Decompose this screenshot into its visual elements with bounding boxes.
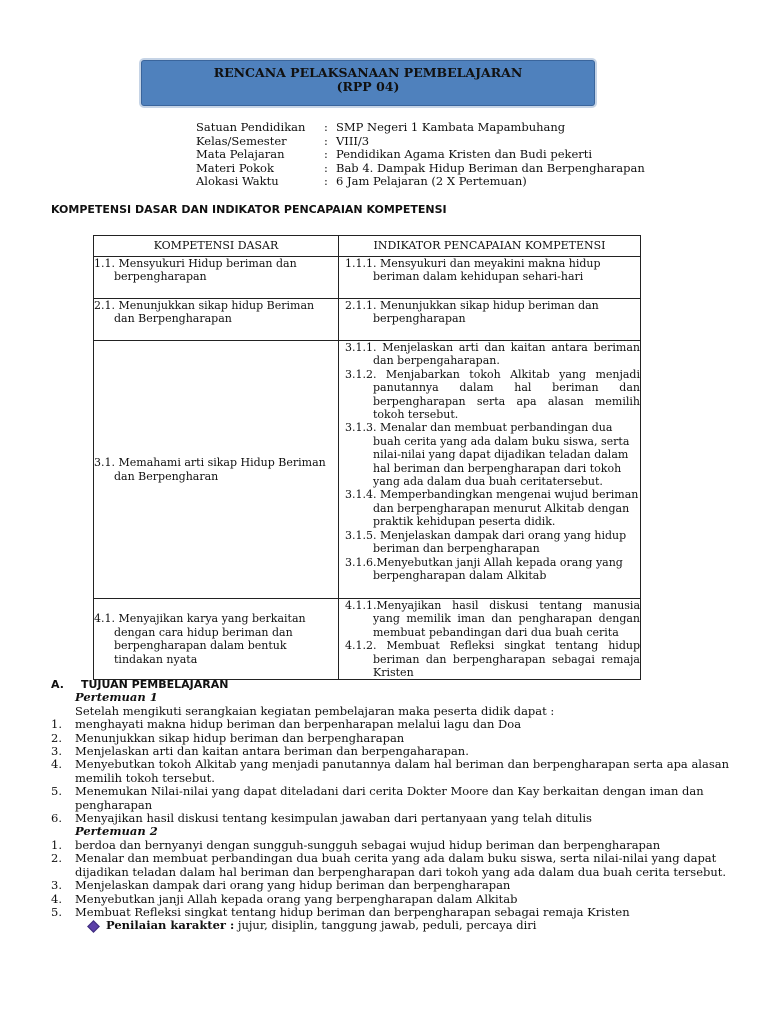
indikator-item: 1.1.1. Mensyukuri dan meyakini makna hidup beriman dalam kehidupan sehari-hari (345, 257, 601, 284)
list-item (51, 745, 741, 758)
identity-separator: : (324, 133, 328, 148)
penilaian-karakter (51, 919, 741, 932)
document-title-box (141, 60, 595, 106)
list-item (51, 879, 741, 892)
list-item (51, 758, 741, 785)
section-letter: A. (51, 678, 64, 691)
indikator-cell (339, 257, 641, 299)
indikator-item: 3.1.2. Menjabarkan tokoh Alkitab yang menjadi panutannya dalam hal beriman dan berpengharapan serta apa alasan memilih tokoh tersebut. (345, 367, 640, 422)
list-number: 6. (51, 811, 62, 826)
kd-text: 3.1. Memahami arti sikap Hidup Beriman dan Berpengharan (94, 456, 326, 483)
identity-label: Mata Pelajaran (196, 147, 285, 162)
kd-cell (94, 599, 339, 680)
identity-row (196, 121, 645, 135)
list-text: Menjelaskan arti dan kaitan antara beriman dan berpengaharapan. (75, 744, 469, 759)
identity-value: Pendidikan Agama Kristen dan Budi pekerti (336, 147, 593, 162)
identity-row (196, 148, 645, 162)
list-number: 3. (51, 744, 62, 759)
document-title: RENCANA PELAKSANAAN PEMBELAJARAN (213, 65, 523, 80)
list-text: Menemukan Nilai-nilai yang dapat diteladani dari cerita Dokter Moore dan Kay berkaitan dengan iman dan pengharapan (75, 784, 704, 812)
pertemuan-1-label: Pertemuan 1 (75, 690, 158, 705)
list-item (51, 785, 741, 812)
kd-cell (94, 299, 339, 341)
pertemuan-2-list (51, 839, 741, 919)
indikator-item: 3.1.6.Menyebutkan janji Allah kepada orang yang berpengharapan dalam Alkitab (345, 555, 623, 582)
identity-separator: : (324, 147, 328, 162)
penilaian-label: Penilaian karakter : (106, 918, 235, 933)
identity-value: Bab 4. Dampak Hidup Beriman dan Berpengharapan (336, 160, 645, 175)
table-row (94, 599, 641, 680)
tujuan-heading (51, 678, 741, 691)
table-row (94, 299, 641, 341)
kd-text: 4.1. Menyajikan karya yang berkaitan dengan cara hidup beriman dan berpengharapan dalam bentuk tindakan nyata (94, 612, 306, 666)
penilaian-value: jujur, disiplin, tanggung jawab, peduli, percaya diri (234, 918, 537, 933)
indikator-item: 4.1.1.Menyajikan hasil diskusi tentang manusia yang memilik iman dan pengharapan dengan membuat pebandingan dari dua buah cerita (345, 599, 640, 639)
indikator-item: 2.1.1. Menunjukkan sikap hidup beriman dan berpengharapan (345, 299, 599, 326)
table-row (94, 341, 641, 599)
table-row (94, 257, 641, 299)
identity-row (196, 135, 645, 149)
indikator-item: 3.1.4. Memperbandingkan mengenai wujud beriman dan berpengharapan menurut Alkitab dengan praktik kehidupan peserta didik. (345, 488, 639, 529)
list-text: Menunjukkan sikap hidup beriman dan berpengharapan (75, 730, 405, 745)
list-text: berdoa dan bernyanyi dengan sungguh-sungguh sebagai wujud hidup beriman dan berpengharapan (75, 837, 661, 852)
list-item (51, 893, 741, 906)
list-item (51, 839, 741, 852)
identity-row (196, 162, 645, 176)
indikator-item: 3.1.5. Menjelaskan dampak dari orang yang hidup beriman dan berpengharapan (345, 528, 627, 556)
list-item (51, 906, 741, 919)
pertemuan-2-label: Pertemuan 2 (75, 824, 158, 839)
kompetensi-heading: KOMPETENSI DASAR DAN INDIKATOR PENCAPAIAN KOMPETENSI (51, 203, 447, 216)
list-number: 2. (51, 851, 62, 866)
identity-label: Alokasi Waktu (196, 174, 279, 189)
list-item (51, 718, 741, 731)
kompetensi-table (93, 235, 641, 680)
list-number: 4. (51, 891, 62, 906)
identity-value: 6 Jam Pelajaran (2 X Pertemuan) (336, 174, 527, 189)
list-number: 4. (51, 757, 62, 772)
kd-text: 1.1. Mensyukuri Hidup beriman dan berpengharapan (94, 257, 297, 284)
list-text: Menyajikan hasil diskusi tentang kesimpulan jawaban dari pertanyaan yang telah ditulis (75, 811, 592, 826)
identity-label: Materi Pokok (196, 160, 274, 175)
identity-row (196, 175, 645, 189)
list-text: Menyebutkan janji Allah kepada orang yang berpengharapan dalam Alkitab (75, 891, 518, 906)
list-item (51, 852, 741, 879)
indikator-cell (339, 341, 641, 599)
diamond-bullet-icon (87, 920, 100, 933)
kd-cell (94, 341, 339, 599)
list-number: 5. (51, 904, 62, 919)
identity-separator: : (324, 174, 328, 189)
indikator-cell (339, 599, 641, 680)
table-header-row (94, 236, 641, 257)
list-text: Membuat Refleksi singkat tentang hidup beriman dan berpengharapan sebagai remaja Kristen (75, 904, 630, 919)
list-number: 1. (51, 717, 62, 732)
indikator-item: 4.1.2. Membuat Refleksi singkat tentang hidup beriman dan berpengharapan sebagai remaja Kristen (345, 639, 640, 680)
identity-block (196, 121, 645, 189)
column-header-indikator: INDIKATOR PENCAPAIAN KOMPETENSI (339, 236, 641, 257)
section-title: TUJUAN PEMBELAJARAN (81, 678, 229, 691)
list-text: menghayati makna hidup beriman dan berpenharapan melalui lagu dan Doa (75, 717, 522, 732)
list-item (51, 732, 741, 745)
list-item (51, 812, 741, 825)
document-subtitle: (RPP 04) (336, 79, 400, 94)
identity-value: SMP Negeri 1 Kambata Mapambuhang (336, 120, 566, 134)
identity-label: Satuan Pendidikan (196, 120, 306, 134)
list-number: 2. (51, 730, 62, 745)
indikator-cell (339, 299, 641, 341)
identity-label: Kelas/Semester (196, 133, 287, 148)
kd-text: 2.1. Menunjukkan sikap hidup Beriman dan Berpengharapan (94, 299, 315, 326)
list-text: Menyebutkan tokoh Alkitab yang menjadi panutannya dalam hal beriman dan berpengharapan serta apa alasan memilih tokoh tersebut. (75, 757, 730, 785)
list-number: 1. (51, 837, 62, 852)
list-text: Menjelaskan dampak dari orang yang hidup beriman dan berpengharapan (75, 878, 511, 893)
indikator-item: 3.1.3. Menalar dan membuat perbandingan dua buah cerita yang ada dalam buku siswa, serta nilai-nilai yang dapat dijadikan teladan dalam hal beriman dan berpengharapan dari tokoh yang ada dalam dua buah ceritatersebut. (345, 421, 630, 489)
identity-separator: : (324, 120, 328, 134)
list-number: 5. (51, 784, 62, 799)
pertemuan-1-list (51, 718, 741, 825)
tujuan-intro: Setelah mengikuti serangkaian kegiatan pembelajaran maka peserta didik dapat : (75, 703, 555, 718)
indikator-item: 3.1.1. Menjelaskan arti dan kaitan antara beriman dan berpengaharapan. (345, 341, 640, 368)
identity-value: VIII/3 (336, 133, 370, 148)
identity-separator: : (324, 160, 328, 175)
tujuan-section (51, 678, 741, 933)
list-number: 3. (51, 878, 62, 893)
kd-cell (94, 257, 339, 299)
list-text: Menalar dan membuat perbandingan dua buah cerita yang ada dalam buku siswa, serta nilai-nilai yang dapat dijadikan teladan dalam hal beriman dan berpengharapan dari tokoh yang ada dalam dua buah cerita tersebut. (75, 851, 727, 879)
column-header-kd: KOMPETENSI DASAR (94, 236, 339, 257)
